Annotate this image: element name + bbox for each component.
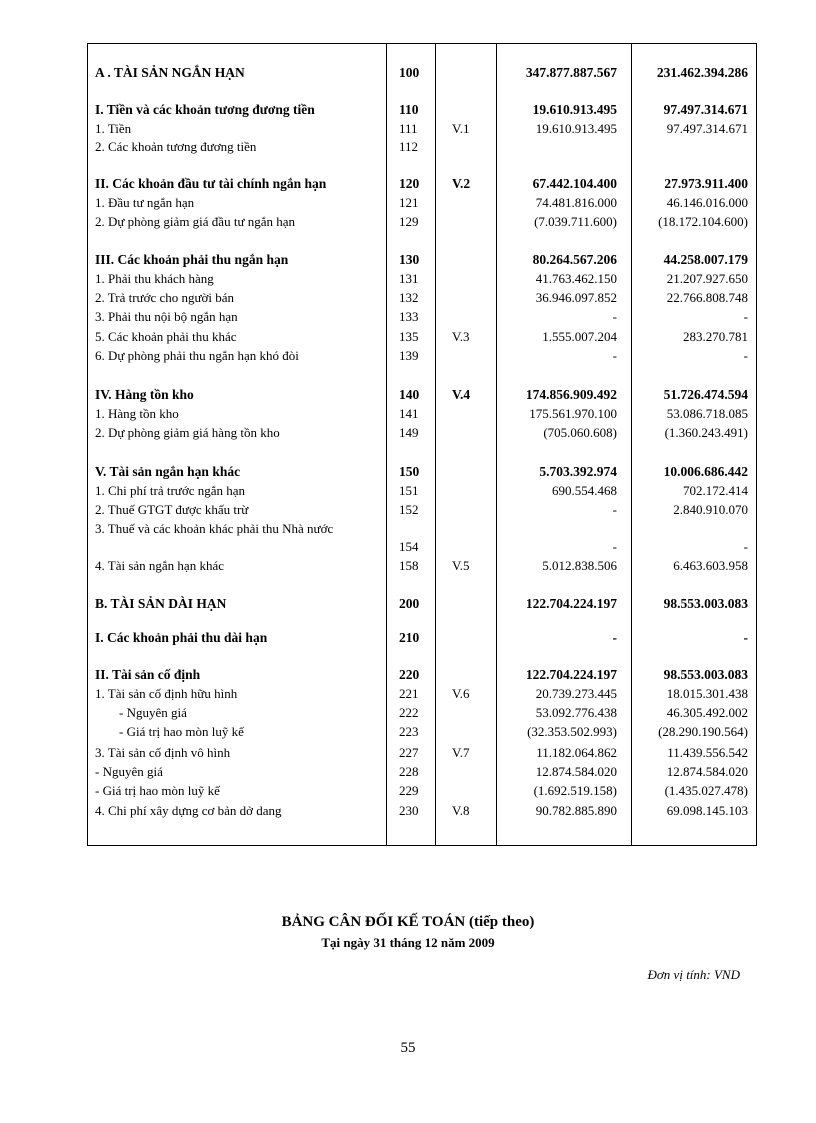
cell-current: 347.877.887.567 bbox=[525, 65, 617, 80]
cell-code: 150 bbox=[399, 464, 420, 479]
cell-current: (705.060.608) bbox=[543, 425, 617, 440]
cell-code: 130 bbox=[399, 252, 420, 267]
page-number: 55 bbox=[400, 1040, 416, 1056]
cell-previous: 69.098.145.103 bbox=[666, 803, 748, 818]
cell-code: 149 bbox=[399, 425, 419, 440]
cell-code: 133 bbox=[399, 309, 419, 324]
table-row bbox=[88, 685, 758, 703]
cell-name: 1. Tài sản cố định hữu hình bbox=[95, 686, 238, 701]
table-row bbox=[88, 64, 758, 82]
cell-code: 112 bbox=[399, 139, 419, 154]
cell-previous: 10.006.686.442 bbox=[663, 464, 748, 479]
cell-current: 5.703.392.974 bbox=[539, 464, 617, 479]
cell-current: - bbox=[612, 630, 617, 645]
cell-previous: 12.874.584.020 bbox=[666, 764, 748, 779]
cell-note: V.6 bbox=[452, 686, 470, 701]
cell-code: 139 bbox=[399, 348, 419, 363]
cell-name: II. Các khoản đầu tư tài chính ngắn hạn bbox=[95, 176, 327, 191]
cell-code: 131 bbox=[399, 271, 419, 286]
table-row bbox=[88, 666, 758, 684]
cell-name: 1. Hàng tồn kho bbox=[95, 406, 179, 421]
cell-note: V.3 bbox=[452, 329, 470, 344]
table-row bbox=[88, 101, 758, 119]
cell-current: 174.856.909.492 bbox=[525, 387, 617, 402]
cell-previous: 46.305.492.002 bbox=[666, 705, 748, 720]
cell-previous: 231.462.394.286 bbox=[656, 65, 748, 80]
cell-current: - bbox=[612, 348, 617, 363]
cell-previous: 97.497.314.671 bbox=[663, 102, 748, 117]
cell-note: V.1 bbox=[452, 121, 470, 136]
cell-note: V.2 bbox=[452, 176, 471, 191]
cell-code: 223 bbox=[399, 724, 419, 739]
cell-previous: 46.146.016.000 bbox=[666, 195, 748, 210]
cell-name: II. Tài sản cố định bbox=[95, 667, 201, 682]
cell-previous: 21.207.927.650 bbox=[666, 271, 748, 286]
cell-name: 2. Trả trước cho người bán bbox=[95, 290, 235, 305]
cell-name: 3. Tài sản cố định vô hình bbox=[95, 745, 231, 760]
table-row bbox=[88, 744, 758, 762]
cell-code: 132 bbox=[399, 290, 419, 305]
cell-previous: 2.840.910.070 bbox=[673, 502, 748, 517]
cell-current: 74.481.816.000 bbox=[535, 195, 617, 210]
cell-current: 11.182.064.862 bbox=[536, 745, 617, 760]
cell-current: 175.561.970.100 bbox=[529, 406, 617, 421]
cell-code: 220 bbox=[399, 667, 420, 682]
cell-current: 5.012.838.506 bbox=[542, 558, 617, 573]
cell-current: - bbox=[612, 502, 617, 517]
cell-note: V.5 bbox=[452, 558, 470, 573]
cell-previous: - bbox=[743, 539, 748, 554]
cell-previous: 6.463.603.958 bbox=[673, 558, 748, 573]
cell-name: - Giá trị hao mòn luỹ kế bbox=[95, 783, 220, 798]
cell-name: I. Các khoản phải thu dài hạn bbox=[95, 630, 268, 645]
cell-previous: (1.360.243.491) bbox=[664, 425, 748, 440]
cell-name: 4. Tài sản ngắn hạn khác bbox=[95, 558, 224, 573]
cell-name: A . TÀI SẢN NGẮN HẠN bbox=[95, 65, 245, 80]
report-date: Tại ngày 31 tháng 12 năm 2009 bbox=[321, 935, 495, 950]
cell-previous: 22.766.808.748 bbox=[666, 290, 748, 305]
cell-name: 1. Chi phí trả trước ngắn hạn bbox=[95, 483, 246, 498]
cell-previous: 702.172.414 bbox=[683, 483, 748, 498]
table-row bbox=[88, 595, 758, 613]
cell-name: 5. Các khoản phải thu khác bbox=[95, 329, 237, 344]
cell-code: 140 bbox=[399, 387, 420, 402]
cell-name: 3. Phải thu nội bộ ngắn hạn bbox=[95, 309, 238, 324]
cell-name: 4. Chi phí xây dựng cơ bản dở dang bbox=[95, 803, 282, 818]
table-row bbox=[88, 386, 758, 404]
cell-current: 122.704.224.197 bbox=[525, 667, 617, 682]
cell-code: 121 bbox=[399, 195, 419, 210]
cell-current: 53.092.776.438 bbox=[535, 705, 617, 720]
cell-name: III. Các khoản phải thu ngắn hạn bbox=[95, 252, 289, 267]
cell-name: V. Tài sản ngắn hạn khác bbox=[95, 464, 241, 479]
cell-code: 229 bbox=[399, 783, 419, 798]
table-row bbox=[88, 557, 758, 575]
cell-previous: 98.553.003.083 bbox=[663, 596, 748, 611]
cell-note: V.4 bbox=[452, 387, 471, 402]
cell-current: 20.739.273.445 bbox=[535, 686, 617, 701]
cell-code: 230 bbox=[399, 803, 419, 818]
cell-name: 3. Thuế và các khoản khác phải thu Nhà nước bbox=[95, 521, 334, 536]
table-row bbox=[88, 270, 758, 288]
table-row bbox=[88, 424, 758, 442]
cell-current: 36.946.097.852 bbox=[535, 290, 617, 305]
cell-current: - bbox=[612, 309, 617, 324]
cell-previous: (1.435.027.478) bbox=[664, 783, 748, 798]
table-row bbox=[88, 763, 758, 781]
cell-code: 120 bbox=[399, 176, 420, 191]
cell-previous: 18.015.301.438 bbox=[666, 686, 748, 701]
cell-name: 2. Các khoản tương đương tiền bbox=[95, 139, 257, 154]
table-row bbox=[88, 629, 758, 647]
cell-previous: 98.553.003.083 bbox=[663, 667, 748, 682]
cell-previous: 44.258.007.179 bbox=[663, 252, 748, 267]
cell-current: 690.554.468 bbox=[552, 483, 617, 498]
cell-current: (1.692.519.158) bbox=[533, 783, 617, 798]
cell-previous: 53.086.718.085 bbox=[666, 406, 748, 421]
table-row bbox=[88, 251, 758, 269]
cell-current: - bbox=[612, 539, 617, 554]
table-row bbox=[88, 782, 758, 800]
cell-name: 1. Tiền bbox=[95, 121, 132, 136]
cell-previous: (18.172.104.600) bbox=[658, 214, 748, 229]
cell-code: 200 bbox=[399, 596, 420, 611]
cell-code: 151 bbox=[399, 483, 419, 498]
table-row bbox=[88, 520, 758, 556]
cell-current: 67.442.104.400 bbox=[532, 176, 617, 191]
cell-previous: - bbox=[743, 630, 748, 645]
cell-code: 210 bbox=[399, 630, 420, 645]
cell-name: - Nguyên giá bbox=[95, 764, 163, 779]
cell-name: 1. Phải thu khách hàng bbox=[95, 271, 214, 286]
table-row bbox=[88, 463, 758, 481]
cell-previous: 51.726.474.594 bbox=[663, 387, 748, 402]
cell-code: 129 bbox=[399, 214, 419, 229]
cell-code: 221 bbox=[399, 686, 419, 701]
table-row bbox=[88, 175, 758, 193]
table-row bbox=[88, 405, 758, 423]
cell-current: 19.610.913.495 bbox=[532, 102, 617, 117]
cell-current: 80.264.567.206 bbox=[532, 252, 617, 267]
balance-sheet-table bbox=[87, 43, 757, 846]
cell-code: 100 bbox=[399, 65, 420, 80]
cell-current: 41.763.462.150 bbox=[535, 271, 617, 286]
cell-name: B. TÀI SẢN DÀI HẠN bbox=[95, 596, 227, 611]
page-title: BẢNG CÂN ĐỐI KẾ TOÁN (tiếp theo) bbox=[281, 914, 535, 930]
cell-previous: 11.439.556.542 bbox=[667, 745, 748, 760]
cell-current: (32.353.502.993) bbox=[527, 724, 617, 739]
cell-previous: 27.973.911.400 bbox=[664, 176, 748, 191]
table-row bbox=[88, 482, 758, 500]
cell-name: 6. Dự phòng phải thu ngắn hạn khó đòi bbox=[95, 348, 299, 363]
cell-previous: - bbox=[743, 309, 748, 324]
table-row bbox=[88, 289, 758, 307]
cell-name: IV. Hàng tồn kho bbox=[95, 387, 194, 402]
table-row bbox=[88, 704, 758, 722]
cell-code: 111 bbox=[399, 121, 418, 136]
cell-current: 12.874.584.020 bbox=[535, 764, 617, 779]
cell-note: V.7 bbox=[452, 745, 470, 760]
cell-code: 227 bbox=[399, 745, 419, 760]
cell-name: - Giá trị hao mòn luỹ kế bbox=[119, 724, 244, 739]
table-row bbox=[88, 308, 758, 326]
table-row bbox=[88, 328, 758, 346]
cell-current: 1.555.007.204 bbox=[542, 329, 617, 344]
cell-previous: - bbox=[743, 348, 748, 363]
cell-code: 152 bbox=[399, 502, 419, 517]
cell-code: 158 bbox=[399, 558, 419, 573]
cell-name: 2. Dự phòng giảm giá hàng tồn kho bbox=[95, 425, 280, 440]
cell-code: 222 bbox=[399, 705, 419, 720]
cell-name: 2. Thuế GTGT được khấu trừ bbox=[95, 502, 249, 517]
cell-previous: (28.290.190.564) bbox=[658, 724, 748, 739]
table-row bbox=[88, 347, 758, 365]
cell-previous: 97.497.314.671 bbox=[666, 121, 748, 136]
cell-current: 90.782.885.890 bbox=[535, 803, 617, 818]
table-row bbox=[88, 120, 758, 138]
table-row bbox=[88, 802, 758, 820]
cell-name: I. Tiền và các khoản tương đương tiền bbox=[95, 102, 315, 117]
cell-current: 19.610.913.495 bbox=[535, 121, 617, 136]
cell-previous: 283.270.781 bbox=[683, 329, 748, 344]
cell-note: V.8 bbox=[452, 803, 470, 818]
cell-code: 135 bbox=[399, 329, 419, 344]
table-row bbox=[88, 138, 758, 156]
cell-code: 141 bbox=[399, 406, 419, 421]
currency-unit: Đơn vị tính: VND bbox=[647, 967, 740, 982]
table-row bbox=[88, 213, 758, 231]
table-row bbox=[88, 501, 758, 519]
cell-code: 154 bbox=[399, 539, 419, 554]
cell-code: 228 bbox=[399, 764, 419, 779]
cell-code: 110 bbox=[399, 102, 419, 117]
cell-current: (7.039.711.600) bbox=[534, 214, 617, 229]
cell-name: - Nguyên giá bbox=[119, 705, 187, 720]
cell-current: 122.704.224.197 bbox=[525, 596, 617, 611]
table-row bbox=[88, 723, 758, 741]
cell-name: 2. Dự phòng giảm giá đầu tư ngắn hạn bbox=[95, 214, 296, 229]
cell-name: 1. Đầu tư ngắn hạn bbox=[95, 195, 195, 210]
table-row bbox=[88, 194, 758, 212]
